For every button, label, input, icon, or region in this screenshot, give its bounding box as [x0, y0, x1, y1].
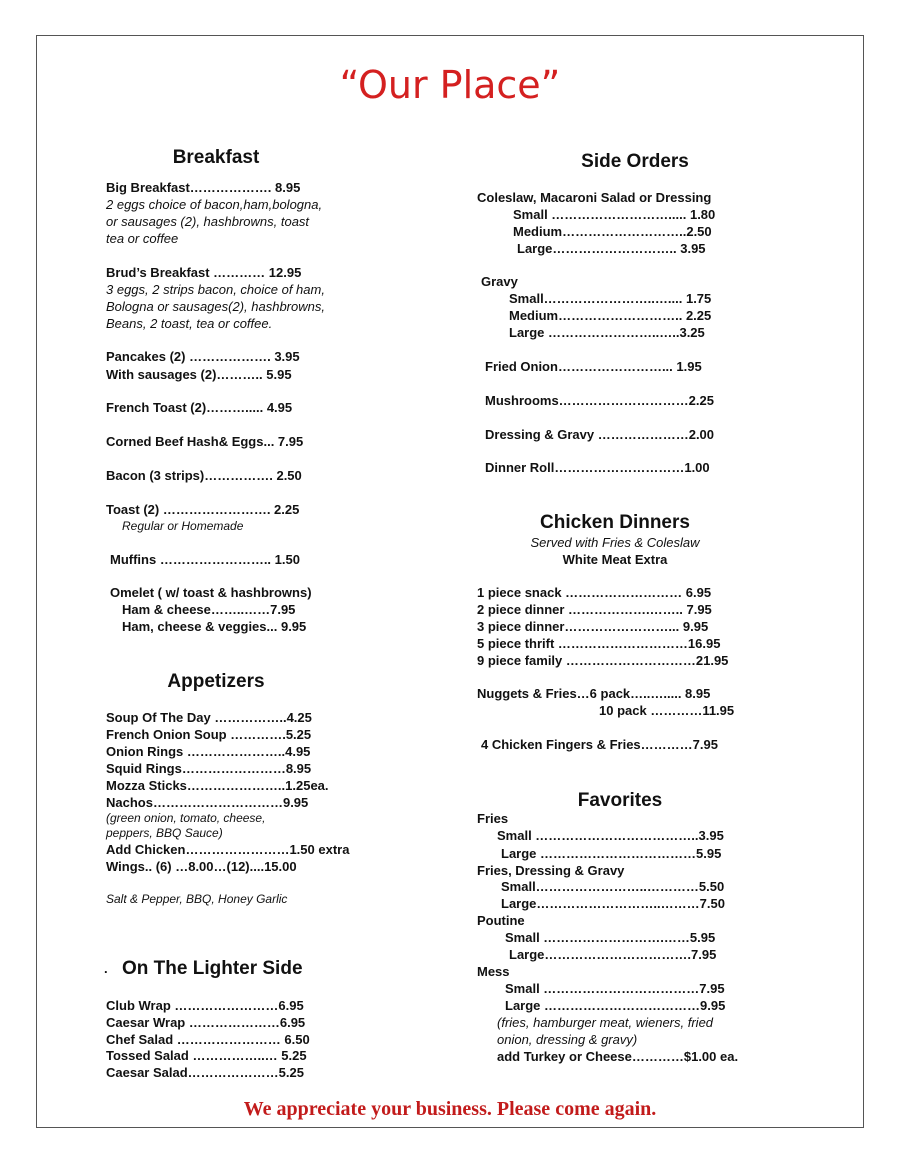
menu-line: Small ………………………………..3.95: [497, 828, 724, 843]
menu-line: Poutine: [477, 913, 525, 928]
menu-line: Mushrooms…………………………2.25: [485, 393, 714, 408]
menu-line: Small ………………………..... 1.80: [513, 207, 716, 222]
menu-line: Ham, cheese & veggies... 9.95: [122, 619, 307, 634]
bullet-dot: .: [104, 961, 108, 976]
menu-line: add Turkey or Cheese…………$1.00 ea.: [497, 1049, 739, 1064]
menu-line: Medium………………………..2.50: [513, 224, 712, 239]
menu-line: (fries, hamburger meat, wieners, fried: [497, 1015, 714, 1030]
menu-line: With sausages (2)……….. 5.95: [106, 367, 292, 382]
menu-line: Large………………………..………7.50: [501, 896, 725, 911]
menu-line: Ham & cheese……..……7.95: [122, 602, 296, 617]
menu-title: “Our Place”: [339, 63, 561, 107]
menu-line: Caesar Salad…………………5.25: [106, 1065, 304, 1080]
menu-line: Big Breakfast………………. 8.95: [106, 180, 301, 195]
menu-line: Fries: [477, 811, 509, 826]
menu-line: Caesar Wrap …………………6.95: [106, 1015, 306, 1030]
menu-line: Bacon (3 strips)……………. 2.50: [106, 468, 302, 483]
menu-line: Mess: [477, 964, 510, 979]
menu-line: Large…………………………….7.95: [509, 947, 717, 962]
menu-line: Bologna or sausages(2), hashbrowns,: [106, 299, 325, 314]
menu-line: Chef Salad …………………… 6.50: [106, 1032, 310, 1047]
menu-line: Large ……………………..…..3.25: [509, 325, 705, 340]
menu-line: 4 Chicken Fingers & Fries…………7.95: [481, 737, 718, 752]
menu-line: 2 piece dinner ……………….…….. 7.95: [477, 602, 712, 617]
menu-line: Dinner Roll…………………………1.00: [485, 460, 710, 475]
menu-line: 3 eggs, 2 strips bacon, choice of ham,: [106, 282, 325, 297]
menu-line: Regular or Homemade: [122, 519, 244, 533]
menu-line: Add Chicken……………………1.50 extra: [106, 842, 350, 857]
menu-line: Large ………………………………5.95: [501, 846, 722, 861]
menu-line: Corned Beef Hash& Eggs... 7.95: [106, 434, 304, 449]
menu-line: Brud’s Breakfast ………… 12.95: [106, 265, 302, 280]
menu-line: 5 piece thrift …………………………16.95: [477, 636, 721, 651]
menu-line: Nuggets & Fries…6 pack…..…..... 8.95: [477, 686, 711, 701]
chicken-white-meat: White Meat Extra: [562, 552, 668, 567]
menu-line: Small……………………..….... 1.75: [509, 291, 712, 306]
menu-line: tea or coffee: [106, 231, 179, 246]
menu-line: Pancakes (2) ………………. 3.95: [106, 349, 300, 364]
footer-message: We appreciate your business. Please come again.: [243, 1098, 657, 1120]
menu-line: Large……………………….. 3.95: [517, 241, 706, 256]
heading-side-orders: Side Orders: [581, 151, 689, 172]
menu-line: Nachos…………………………9.95: [106, 795, 309, 810]
menu-line: Small ……………………….……5.95: [505, 930, 716, 945]
heading-lighter-side: On The Lighter Side: [122, 958, 303, 979]
menu-line: Large ………………………………9.95: [505, 998, 726, 1013]
menu-line: Squid Rings……………………8.95: [106, 761, 312, 776]
menu-line: Tossed Salad ……………..… 5.25: [106, 1048, 307, 1063]
heading-chicken-dinners: Chicken Dinners: [540, 512, 690, 533]
menu-line: French Onion Soup ………….5.25: [106, 727, 312, 742]
heading-breakfast: Breakfast: [172, 147, 260, 168]
menu-line: 1 piece snack ……………………… 6.95: [477, 585, 712, 600]
menu-line: French Toast (2)………..... 4.95: [106, 400, 293, 415]
menu-line: Fried Onion……………………... 1.95: [485, 359, 702, 374]
chicken-subtitle: Served with Fries & Coleslaw: [530, 535, 700, 550]
menu-line: onion, dressing & gravy): [497, 1032, 638, 1047]
menu-line: Fries, Dressing & Gravy: [477, 863, 625, 878]
menu-line: or sausages (2), hashbrowns, toast: [106, 214, 310, 229]
menu-line: Beans, 2 toast, tea or coffee.: [106, 316, 273, 331]
menu-line: Wings.. (6) …8.00…(12)....15.00: [106, 859, 297, 874]
menu-line: Small ………………………………7.95: [505, 981, 725, 996]
menu-line: 3 piece dinner……………………... 9.95: [477, 619, 709, 634]
menu-line: Mozza Sticks…………………..1.25ea.: [106, 778, 329, 793]
menu-line: Muffins …………………….. 1.50: [110, 552, 300, 567]
menu-line: Soup Of The Day ……………..4.25: [106, 710, 312, 725]
menu-line: Gravy: [481, 274, 518, 289]
heading-appetizers: Appetizers: [167, 671, 265, 692]
menu-line: 9 piece family …………………………21.95: [477, 653, 729, 668]
menu-line: Medium……………………….. 2.25: [509, 308, 712, 323]
menu-line: Dressing & Gravy …………………2.00: [485, 427, 715, 442]
menu-line: peppers, BBQ Sauce): [106, 826, 223, 840]
heading-favorites: Favorites: [577, 790, 663, 811]
menu-line: 10 pack …………11.95: [599, 703, 735, 718]
menu-line: Toast (2) ……………………. 2.25: [106, 502, 300, 517]
menu-line: Omelet ( w/ toast & hashbrowns): [110, 585, 312, 600]
menu-line: Salt & Pepper, BBQ, Honey Garlic: [106, 892, 288, 906]
menu-line: Club Wrap ……………………6.95: [106, 998, 304, 1013]
menu-line: 2 eggs choice of bacon,ham,bologna,: [106, 197, 323, 212]
menu-line: (green onion, tomato, cheese,: [106, 811, 266, 825]
menu-line: Coleslaw, Macaroni Salad or Dressing: [477, 190, 712, 205]
menu-line: Onion Rings …………………..4.95: [106, 744, 311, 759]
menu-line: Small……………………..…………5.50: [501, 879, 725, 894]
